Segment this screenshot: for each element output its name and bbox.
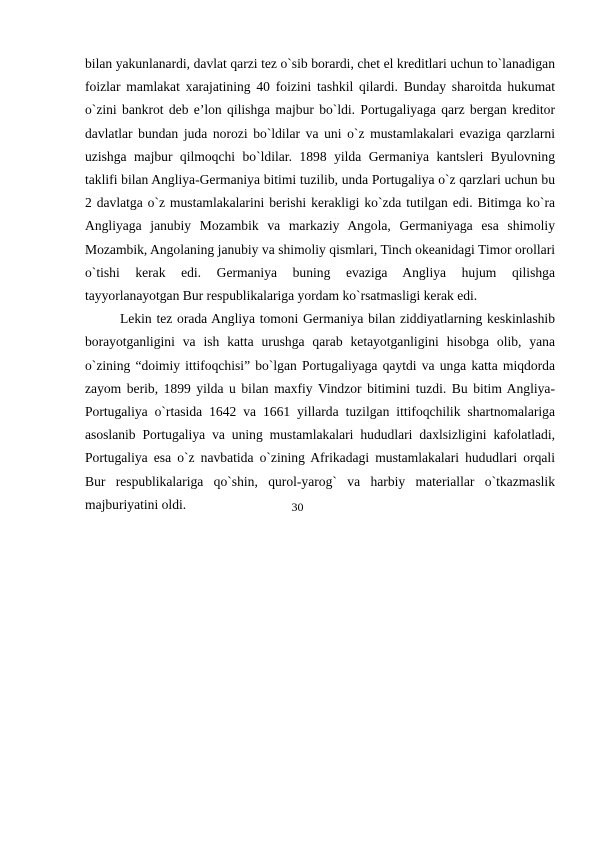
- paragraph-2: Lekin tez orada Angliya tomoni Germaniya bilan ziddiyatlarning keskinlashib borayotganligini va ish katta urushga qarab ketayotganligini hisobga olib, yana o`zining “doimiy ittifoqchisi” bo`lgan Portugaliyaga qaytdi va unga katta miqdorda zayom berib, 1899 yilda u bilan maxfiy Vindzor bitimini tuzdi. Bu bitim Angliya- Portugaliya o`rtasida 1642 va 1661 yillarda tuzilgan ittifoqchilik shartnomalariga asoslanib Portugaliya va uning mustamlakalari hududlari daxlsizligini kafolatladi, Portugaliya esa o`z navbatida o`zining Afrikadagi mustamlakalari hududlari orqali Bur respublikalariga qo`shin, qurol-yarog` va harbiy materiallar o`tkazmaslik majburiyatini oldi.: [85, 311, 555, 512]
- page-number: 30: [291, 500, 304, 514]
- document-body: [85, 52, 555, 516]
- paragraph-1: bilan yakunlanardi, davlat qarzi tez o`sib borardi, chet el kreditlari uchun to`lanadigan foizlar mamlakat xarajatining 40 foizini tashkil qilardi. Bunday sharoitda hukumat o`zini bankrot deb e’lon qilishga majbur bo`ldi. Portugaliyaga qarz bergan kreditor davlatlar bundan juda norozi bo`ldilar va uni o`z mustamlakalari evaziga qarzlarni uzishga majbur qilmoqchi bo`ldilar. 1898 yilda Germaniya kantsleri Byulovning taklifi bilan Angliya-Germaniya bitimi tuzilib, unda Portugaliya o`z qarzlari uchun bu 2 davlatga o`z mustamlakalarini berishi kerakligi ko`zda tutilgan edi. Bitimga ko`ra Angliyaga janubiy Mozambik va markaziy Angola, Germaniyaga esa shimoliy Mozambik, Angolaning janubiy va shimoliy qismlari, Tinch okeanidagi Timor orollari o`tishi kerak edi. Germaniya buning evaziga Angliya hujum qilishga tayyorlanayotgan Bur respublikalariga yordam ko`rsatmasligi kerak edi.: [85, 56, 555, 304]
